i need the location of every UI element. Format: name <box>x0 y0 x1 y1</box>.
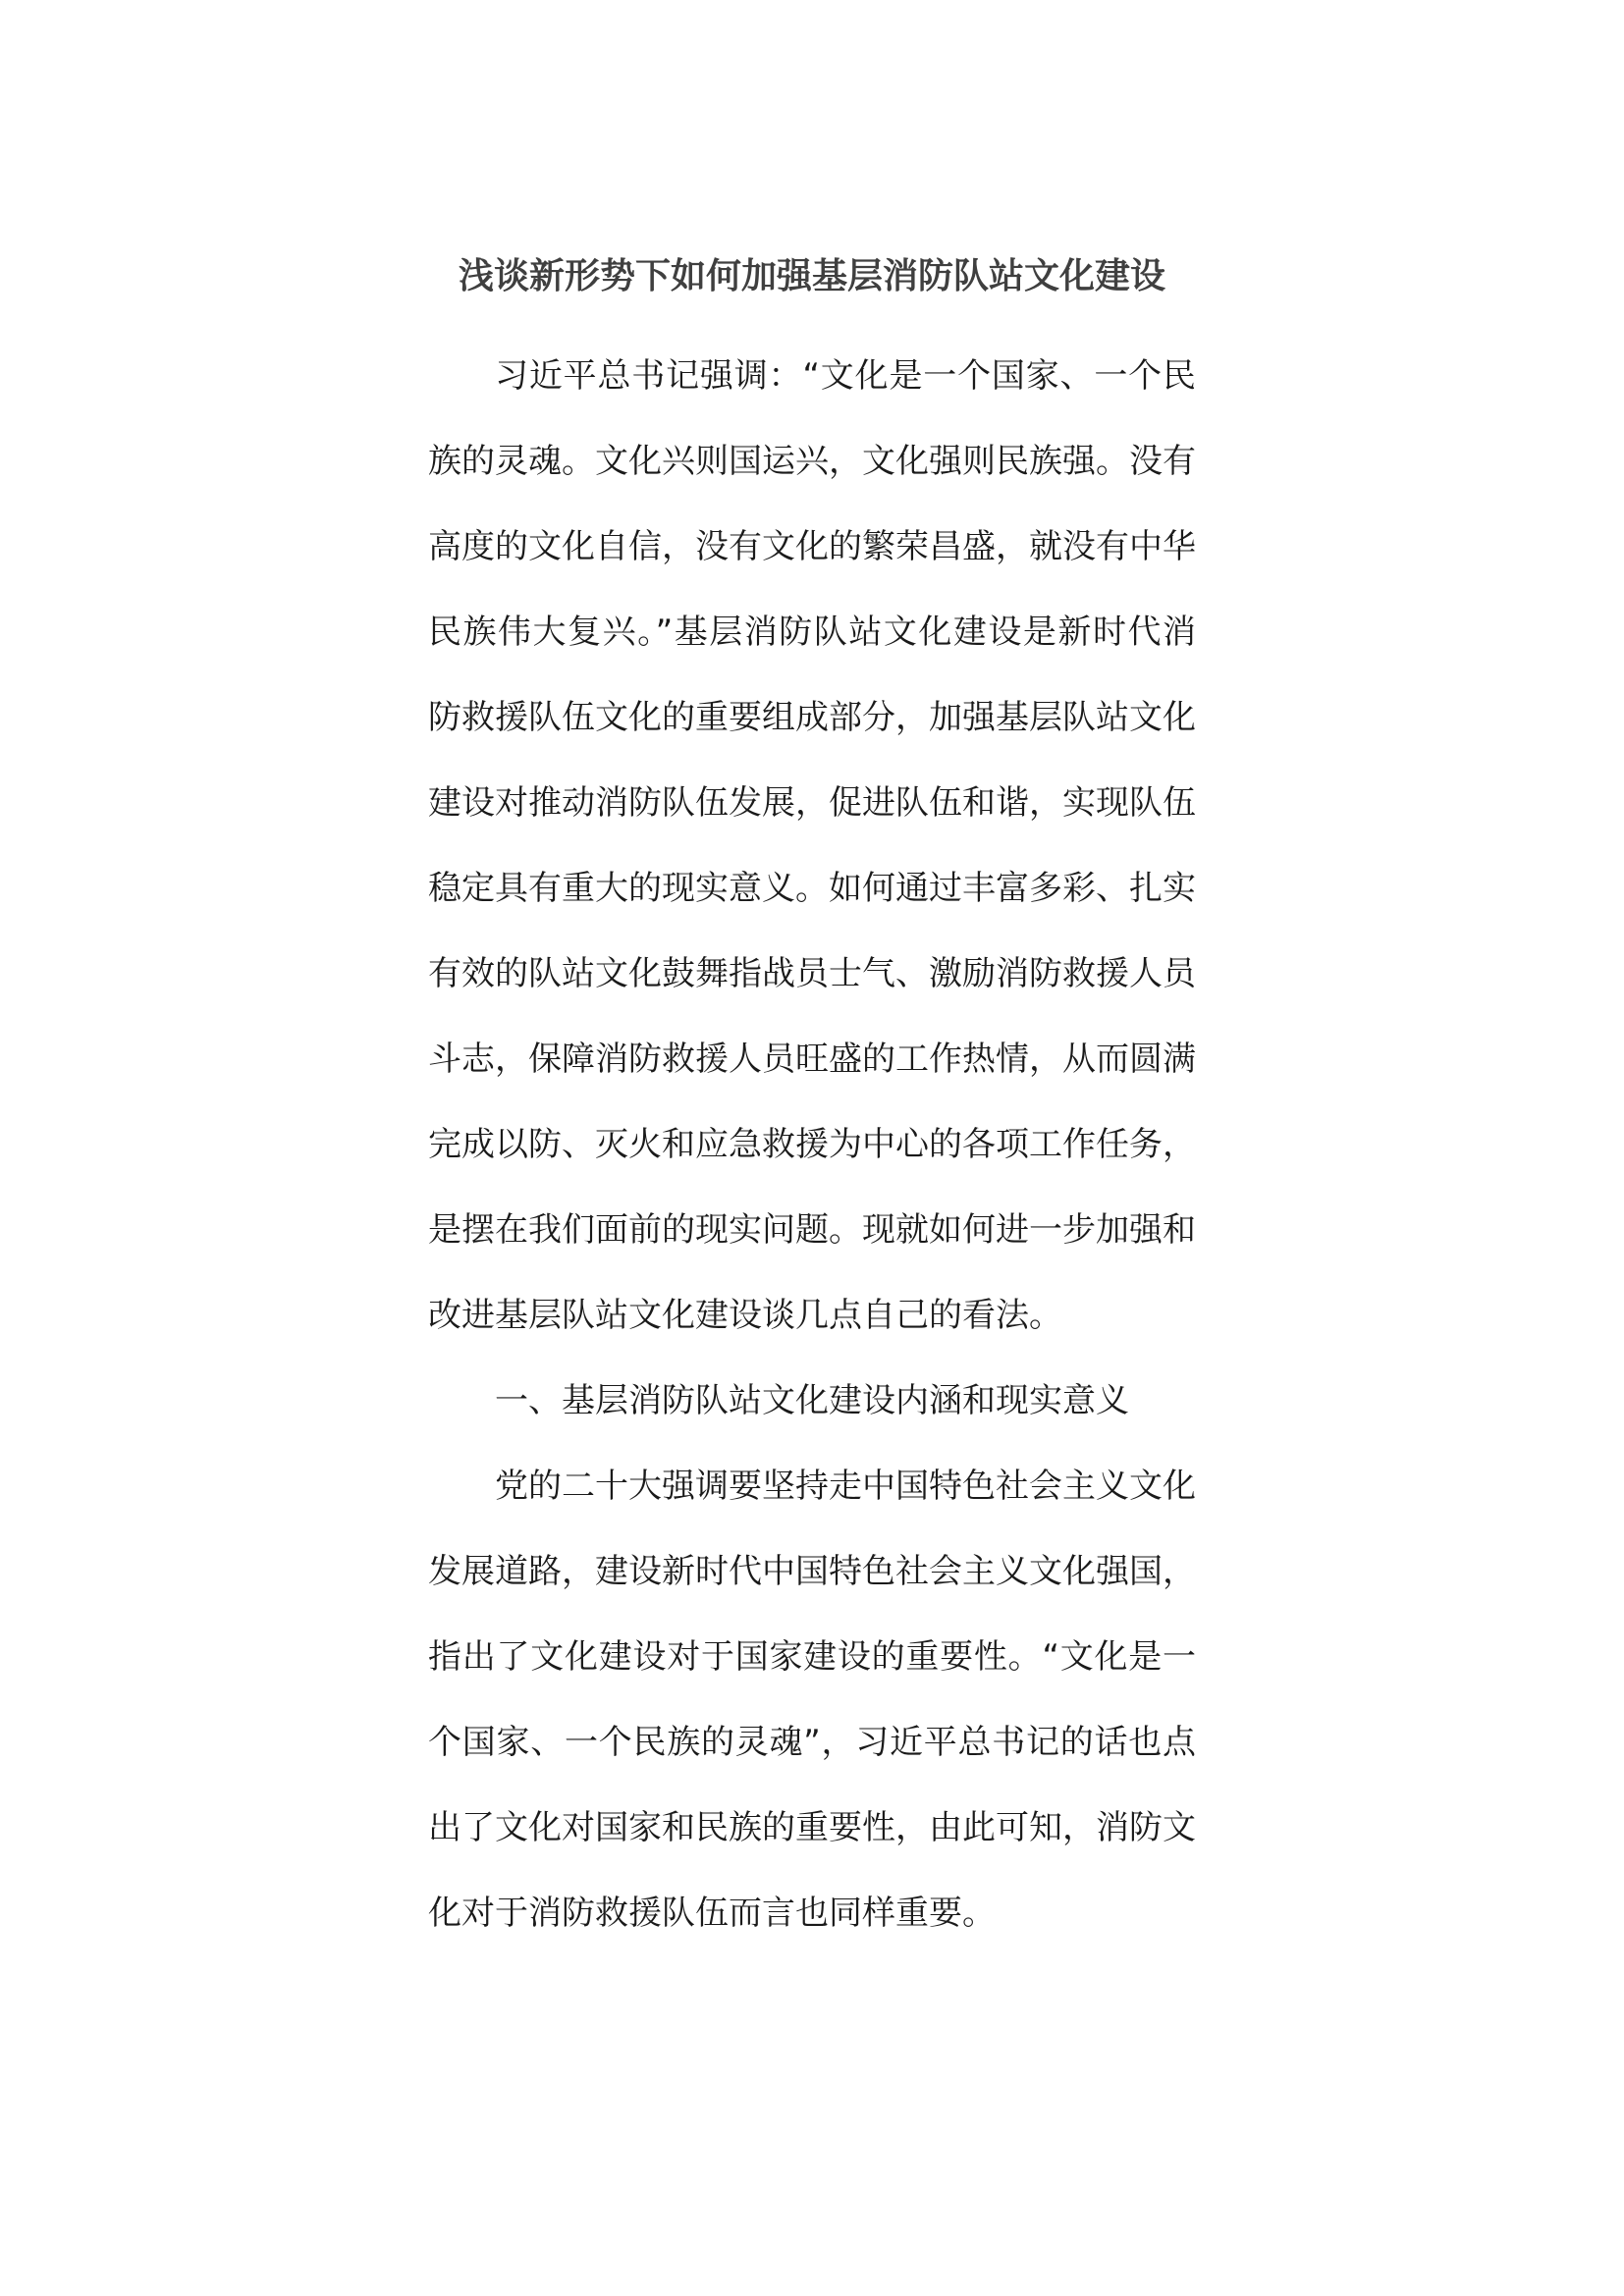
document-title: 浅谈新形势下如何加强基层消防队站文化建设 <box>458 256 1165 296</box>
document-body <box>428 334 1196 1956</box>
section-heading-1: 一、基层消防队站文化建设内涵和现实意义 <box>495 1381 1129 1420</box>
section-1-paragraph: 党的二十大强调要坚持走中国特色社会主义文化发展道路，建设新时代中国特色社会主义文化强国，指出了文化建设对于国家建设的重要性。“文化是一个国家、一个民族的灵魂”，习近平总书记的话也点出了文化对国家和民族的重要性，由此可知，消防文化对于消防救援队伍而言也同样重要。 <box>428 1467 1196 1933</box>
intro-paragraph: 习近平总书记强调：“文化是一个国家、一个民族的灵魂。文化兴则国运兴，文化强则民族强。没有高度的文化自信，没有文化的繁荣昌盛，就没有中华民族伟大复兴。”基层消防队站文化建设是新时代消防救援队伍文化的重要组成部分，加强基层队站文化建设对推动消防队伍发展，促进队伍和谐，实现队伍稳定具有重大的现实意义。如何通过丰富多彩、扎实有效的队站文化鼓舞指战员士气、激励消防救援人员斗志，保障消防救援人员旺盛的工作热情，从而圆满完成以防、灭火和应急救援为中心的各项工作任务，是摆在我们面前的现实问题。现就如何进一步加强和改进基层队站文化建设谈几点自己的看法。 <box>428 356 1196 1335</box>
